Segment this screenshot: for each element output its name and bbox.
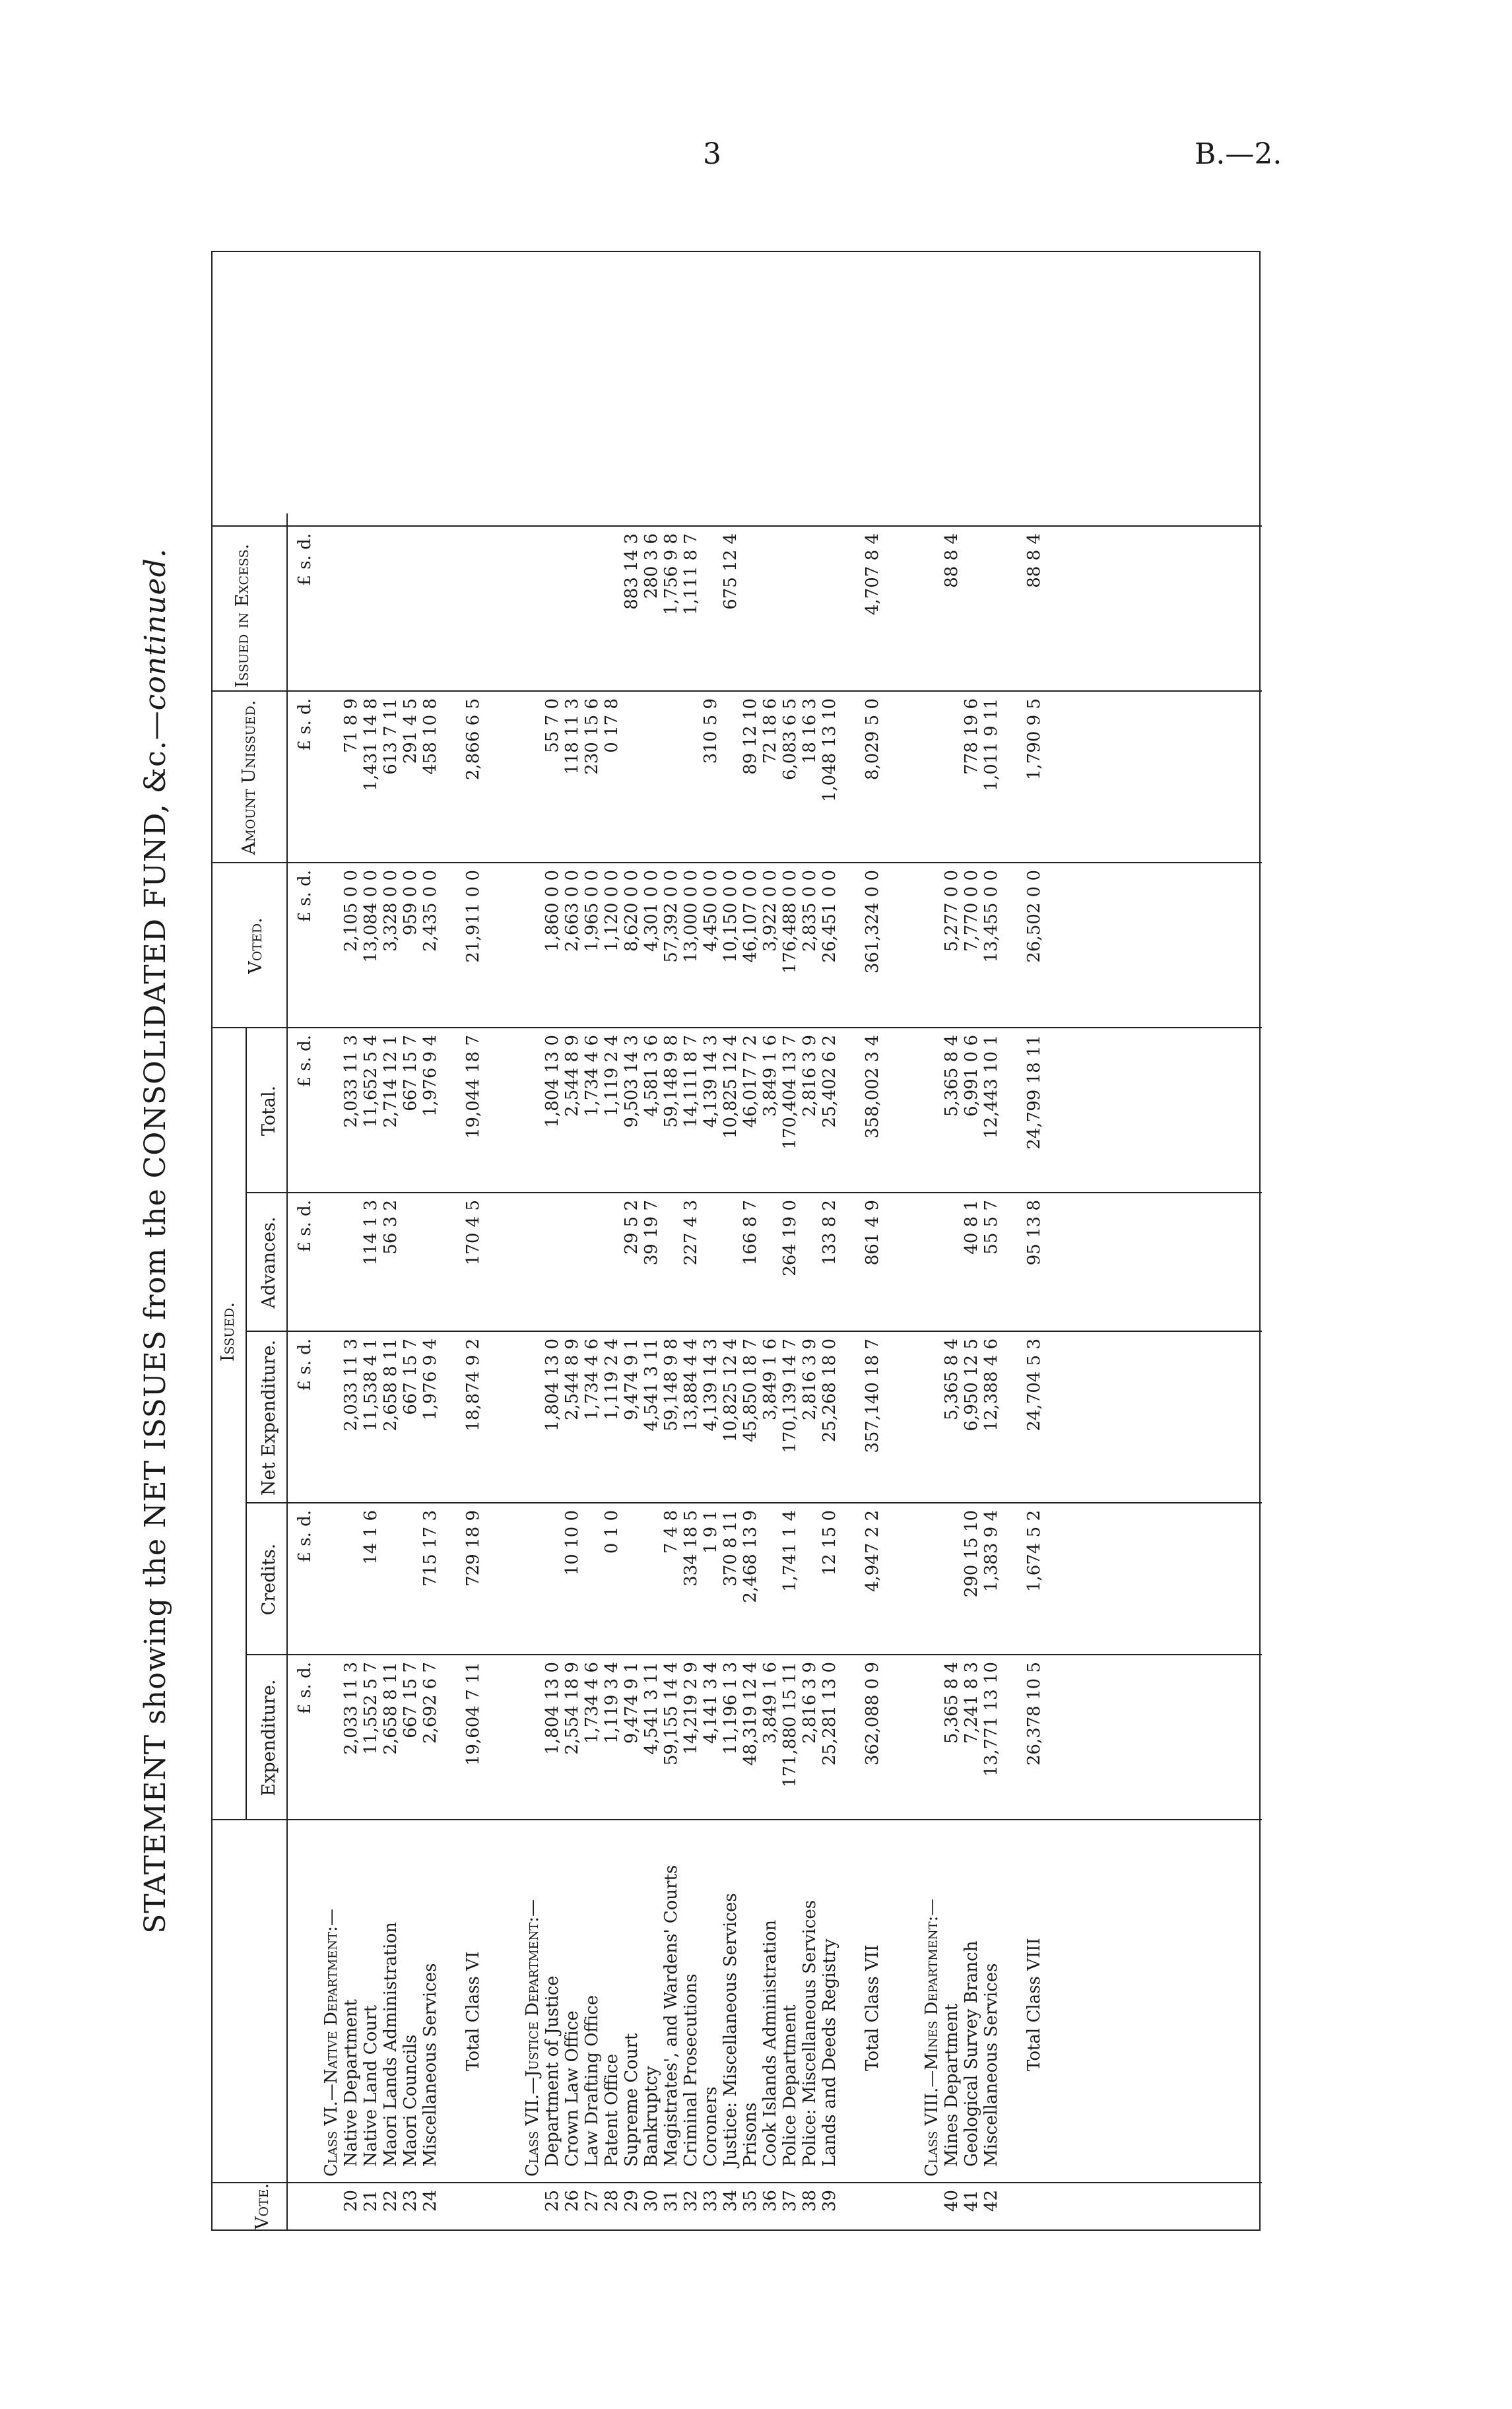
amount-cred: 2,468 13 9 bbox=[740, 1510, 760, 1603]
amount-tot: 2,816 3 9 bbox=[800, 1035, 820, 1117]
amount-voted: 13,000 0 0 bbox=[681, 870, 701, 963]
lsd-header: £ s. d. bbox=[295, 870, 315, 923]
total-excess: 4,707 8 4 bbox=[863, 533, 882, 616]
department-name: Native Land Court bbox=[361, 2005, 381, 2167]
amount-net: 11,538 4 1 bbox=[361, 1338, 381, 1432]
amount-exp: 2,033 11 3 bbox=[341, 1662, 361, 1755]
amount-excess: 280 3 6 bbox=[641, 533, 661, 599]
amount-unissued: 458 10 8 bbox=[420, 698, 440, 775]
department-name: Cook Islands Administration bbox=[760, 1920, 780, 2167]
vote-number: 35 bbox=[740, 2190, 760, 2212]
total-adv: 170 4 5 bbox=[463, 1200, 483, 1266]
header-vote: Vote. bbox=[252, 2183, 273, 2229]
amount-net: 1,119 2 4 bbox=[602, 1338, 622, 1421]
amount-exp: 25,281 13 0 bbox=[820, 1662, 839, 1766]
department-name: Law Drafting Office bbox=[582, 1995, 602, 2167]
amount-tot: 1,734 4 6 bbox=[582, 1035, 602, 1117]
amount-voted: 1,860 0 0 bbox=[542, 870, 562, 952]
department-name: Prisons bbox=[740, 2102, 760, 2167]
amount-unissued: 310 5 9 bbox=[701, 698, 721, 764]
total-cred: 4,947 2 2 bbox=[863, 1510, 882, 1593]
amount-exp: 2,692 6 7 bbox=[420, 1662, 440, 1744]
amount-voted: 8,620 0 0 bbox=[622, 870, 641, 952]
total-unissued: 8,029 5 0 bbox=[863, 698, 882, 781]
department-name: Supreme Court bbox=[622, 2033, 641, 2167]
title-text: STATEMENT showing the NET ISSUES from the CONSOLIDATED FUND, &c.— bbox=[139, 710, 172, 1934]
amount-cred: 290 15 10 bbox=[962, 1510, 981, 1598]
department-name: Lands and Deeds Registry bbox=[820, 1938, 839, 2167]
total-unissued: 1,790 9 5 bbox=[1024, 698, 1044, 781]
amount-excess: 1,756 9 8 bbox=[661, 533, 681, 616]
amount-adv: 55 5 7 bbox=[981, 1200, 1001, 1255]
vote-number: 32 bbox=[681, 2190, 701, 2212]
amount-cred: 1,741 1 4 bbox=[780, 1510, 800, 1593]
total-cred: 729 18 9 bbox=[463, 1510, 483, 1587]
amount-tot: 170,404 13 7 bbox=[780, 1035, 800, 1150]
class-total-label: Total Class VII bbox=[863, 1944, 882, 2071]
amount-exp: 48,319 12 4 bbox=[740, 1662, 760, 1766]
vote-number: 36 bbox=[760, 2190, 780, 2212]
header-credits: Credits. bbox=[259, 1543, 279, 1616]
department-name: Criminal Prosecutions bbox=[681, 1973, 701, 2167]
amount-voted: 57,392 0 0 bbox=[661, 870, 681, 963]
amount-exp: 2,554 18 9 bbox=[562, 1662, 582, 1755]
department-name: Maori Councils bbox=[401, 2034, 420, 2167]
amount-net: 1,804 13 0 bbox=[542, 1338, 562, 1432]
amount-voted: 5,277 0 0 bbox=[942, 870, 962, 952]
amount-unissued: 55 7 0 bbox=[542, 698, 562, 753]
lsd-header: £ s. d. bbox=[295, 533, 315, 586]
amount-exp: 11,196 1 3 bbox=[721, 1662, 740, 1755]
amount-tot: 6,991 0 6 bbox=[962, 1035, 981, 1117]
amount-voted: 26,451 0 0 bbox=[820, 870, 839, 963]
amount-net: 4,139 14 3 bbox=[701, 1338, 721, 1432]
amount-unissued: 71 8 9 bbox=[341, 698, 361, 753]
amount-exp: 2,816 3 9 bbox=[800, 1662, 820, 1744]
amount-exp: 14,219 2 9 bbox=[681, 1662, 701, 1755]
amount-cred: 7 4 8 bbox=[661, 1510, 681, 1554]
amount-net: 2,544 8 9 bbox=[562, 1338, 582, 1421]
amount-net: 5,365 8 4 bbox=[942, 1338, 962, 1421]
amount-cred: 1 9 1 bbox=[701, 1510, 721, 1554]
vote-number: 30 bbox=[641, 2190, 661, 2212]
total-adv: 861 4 9 bbox=[863, 1200, 882, 1266]
class-total-label: Total Class VIII bbox=[1024, 1938, 1044, 2071]
amount-tot: 1,976 9 4 bbox=[420, 1035, 440, 1117]
amount-voted: 10,150 0 0 bbox=[721, 870, 740, 963]
amount-exp: 1,734 4 6 bbox=[582, 1662, 602, 1744]
amount-adv: 264 19 0 bbox=[780, 1200, 800, 1276]
total-voted: 26,502 0 0 bbox=[1024, 870, 1044, 963]
amount-voted: 7,770 0 0 bbox=[962, 870, 981, 952]
total-adv: 95 13 8 bbox=[1024, 1200, 1044, 1266]
amount-net: 170,139 14 7 bbox=[780, 1338, 800, 1453]
amount-voted: 2,435 0 0 bbox=[420, 870, 440, 952]
amount-net: 10,825 12 4 bbox=[721, 1338, 740, 1443]
amount-net: 59,148 9 8 bbox=[661, 1338, 681, 1432]
amount-excess: 1,111 8 7 bbox=[681, 533, 701, 616]
amount-net: 12,388 4 6 bbox=[981, 1338, 1001, 1432]
vote-number: 38 bbox=[800, 2190, 820, 2212]
statement-title bbox=[139, 251, 172, 2231]
amount-tot: 46,017 7 2 bbox=[740, 1035, 760, 1128]
vote-number: 29 bbox=[622, 2190, 641, 2212]
amount-exp: 667 15 7 bbox=[401, 1662, 420, 1738]
department-name: Native Department bbox=[341, 1999, 361, 2167]
amount-net: 1,734 4 6 bbox=[582, 1338, 602, 1421]
amount-cred: 14 1 6 bbox=[361, 1510, 381, 1565]
amount-net: 2,816 3 9 bbox=[800, 1338, 820, 1421]
department-name: Mines Department bbox=[942, 2003, 962, 2167]
header-issued: Issued. bbox=[218, 1302, 238, 1362]
amount-cred: 0 1 0 bbox=[602, 1510, 622, 1554]
total-tot: 358,002 3 4 bbox=[863, 1035, 882, 1139]
vote-number: 20 bbox=[341, 2190, 361, 2212]
amount-unissued: 6,083 6 5 bbox=[780, 698, 800, 781]
amount-tot: 10,825 12 4 bbox=[721, 1035, 740, 1139]
amount-exp: 5,365 8 4 bbox=[942, 1662, 962, 1744]
vote-number: 41 bbox=[962, 2190, 981, 2212]
department-name: Magistrates', and Wardens' Courts bbox=[661, 1864, 681, 2167]
department-name: Coroners bbox=[701, 2086, 721, 2167]
amount-unissued: 613 7 11 bbox=[381, 698, 401, 775]
amount-tot: 14,111 8 7 bbox=[681, 1035, 701, 1128]
amount-tot: 2,714 12 1 bbox=[381, 1035, 401, 1128]
amount-exp: 9,474 9 1 bbox=[622, 1662, 641, 1744]
amount-unissued: 230 15 6 bbox=[582, 698, 602, 775]
amount-voted: 3,328 0 0 bbox=[381, 870, 401, 952]
amount-net: 45,850 18 7 bbox=[740, 1338, 760, 1443]
lsd-header: £ s. d. bbox=[295, 1338, 315, 1391]
department-name: Maori Lands Administration bbox=[381, 1922, 401, 2167]
total-net: 24,704 5 3 bbox=[1024, 1338, 1044, 1432]
vote-number: 23 bbox=[401, 2190, 420, 2212]
vote-number: 33 bbox=[701, 2190, 721, 2212]
amount-voted: 4,450 0 0 bbox=[701, 870, 721, 952]
class-heading: Class VIII.—Mines Department:— bbox=[922, 1898, 942, 2177]
amount-unissued: 118 11 3 bbox=[562, 698, 582, 775]
department-name: Bankruptcy bbox=[641, 2066, 661, 2167]
total-excess: 88 8 4 bbox=[1024, 533, 1044, 588]
net-issues-table bbox=[211, 251, 1261, 2231]
amount-net: 2,658 8 11 bbox=[381, 1338, 401, 1432]
amount-excess: 675 12 4 bbox=[721, 533, 740, 610]
department-name: Geological Survey Branch bbox=[962, 1940, 981, 2167]
amount-tot: 5,365 8 4 bbox=[942, 1035, 962, 1117]
amount-unissued: 89 12 10 bbox=[740, 698, 760, 775]
amount-net: 3,849 1 6 bbox=[760, 1338, 780, 1421]
lsd-header: £ s. d. bbox=[295, 698, 315, 751]
amount-voted: 2,835 0 0 bbox=[800, 870, 820, 952]
amount-cred: 370 8 11 bbox=[721, 1510, 740, 1587]
amount-adv: 39 19 7 bbox=[641, 1200, 661, 1266]
amount-tot: 2,544 8 9 bbox=[562, 1035, 582, 1117]
amount-voted: 13,084 0 0 bbox=[361, 870, 381, 963]
amount-net: 2,033 11 3 bbox=[341, 1338, 361, 1432]
amount-exp: 7,241 8 3 bbox=[962, 1662, 981, 1744]
amount-tot: 9,503 14 3 bbox=[622, 1035, 641, 1128]
class-heading: Class VII.—Justice Department:— bbox=[523, 1899, 542, 2177]
amount-voted: 959 0 0 bbox=[401, 870, 420, 936]
amount-voted: 1,120 0 0 bbox=[602, 870, 622, 952]
amount-exp: 1,804 13 0 bbox=[542, 1662, 562, 1755]
amount-unissued: 1,011 9 11 bbox=[981, 698, 1001, 791]
total-net: 357,140 18 7 bbox=[863, 1338, 882, 1453]
lsd-header: £ s. d. bbox=[295, 1510, 315, 1563]
amount-exp: 59,155 14 4 bbox=[661, 1662, 681, 1766]
document-reference: B.—2. bbox=[1195, 137, 1282, 171]
amount-voted: 13,455 0 0 bbox=[981, 870, 1001, 963]
rotated-statement-sheet bbox=[139, 251, 1261, 2231]
amount-unissued: 18 16 3 bbox=[800, 698, 820, 764]
amount-exp: 4,141 3 4 bbox=[701, 1662, 721, 1744]
vote-number: 27 bbox=[582, 2190, 602, 2212]
amount-net: 4,541 3 11 bbox=[641, 1338, 661, 1432]
amount-adv: 114 1 3 bbox=[361, 1200, 381, 1266]
amount-voted: 3,922 0 0 bbox=[760, 870, 780, 952]
amount-tot: 2,033 11 3 bbox=[341, 1035, 361, 1128]
amount-voted: 1,965 0 0 bbox=[582, 870, 602, 952]
total-voted: 361,324 0 0 bbox=[863, 870, 882, 974]
header-issued-in-excess: Issued in Excess. bbox=[232, 543, 253, 688]
amount-unissued: 291 4 5 bbox=[401, 698, 420, 764]
lsd-header: £ s. d. bbox=[295, 1035, 315, 1088]
lsd-header: £ s. d. bbox=[295, 1200, 315, 1253]
amount-exp: 13,771 13 10 bbox=[981, 1662, 1001, 1777]
amount-adv: 29 5 2 bbox=[622, 1200, 641, 1255]
amount-unissued: 778 19 6 bbox=[962, 698, 981, 775]
amount-exp: 4,541 3 11 bbox=[641, 1662, 661, 1755]
vote-number: 37 bbox=[780, 2190, 800, 2212]
amount-voted: 176,488 0 0 bbox=[780, 870, 800, 974]
department-name: Police Department bbox=[780, 2004, 800, 2167]
amount-tot: 12,443 10 1 bbox=[981, 1035, 1001, 1139]
header-expenditure: Expenditure. bbox=[259, 1679, 279, 1797]
amount-tot: 667 15 7 bbox=[401, 1035, 420, 1111]
amount-tot: 11,652 5 4 bbox=[361, 1035, 381, 1128]
amount-unissued: 72 18 6 bbox=[760, 698, 780, 764]
amount-net: 13,884 4 4 bbox=[681, 1338, 701, 1432]
header-advances: Advances. bbox=[259, 1216, 279, 1309]
amount-tot: 4,581 3 6 bbox=[641, 1035, 661, 1117]
amount-exp: 1,119 3 4 bbox=[602, 1662, 622, 1744]
amount-unissued: 1,048 13 10 bbox=[820, 698, 839, 803]
amount-adv: 133 8 2 bbox=[820, 1200, 839, 1266]
amount-tot: 1,804 13 0 bbox=[542, 1035, 562, 1128]
total-voted: 21,911 0 0 bbox=[463, 870, 483, 963]
vote-number: 26 bbox=[562, 2190, 582, 2212]
header-total: Total. bbox=[259, 1085, 279, 1137]
amount-cred: 1,383 9 4 bbox=[981, 1510, 1001, 1593]
amount-tot: 3,849 1 6 bbox=[760, 1035, 780, 1117]
amount-adv: 227 4 3 bbox=[681, 1200, 701, 1266]
department-name: Miscellaneous Services bbox=[420, 1963, 440, 2167]
vote-number: 25 bbox=[542, 2190, 562, 2212]
department-name: Police: Miscellaneous Services bbox=[800, 1899, 820, 2167]
department-name: Department of Justice bbox=[542, 1975, 562, 2167]
header-voted: Voted. bbox=[246, 917, 266, 974]
amount-net: 1,976 9 4 bbox=[420, 1338, 440, 1421]
department-name: Patent Office bbox=[602, 2053, 622, 2167]
amount-exp: 2,658 8 11 bbox=[381, 1662, 401, 1755]
vote-number: 31 bbox=[661, 2190, 681, 2212]
vote-number: 24 bbox=[420, 2190, 440, 2212]
class-heading: Class VI.—Native Department:— bbox=[321, 1909, 341, 2177]
vote-number: 40 bbox=[942, 2190, 962, 2212]
lsd-header: £ s. d. bbox=[295, 1662, 315, 1715]
department-name: Justice: Miscellaneous Services bbox=[721, 1893, 740, 2167]
total-exp: 362,088 0 9 bbox=[863, 1662, 882, 1766]
amount-excess: 883 14 3 bbox=[622, 533, 641, 610]
amount-voted: 4,301 0 0 bbox=[641, 870, 661, 952]
total-unissued: 2,866 6 5 bbox=[463, 698, 483, 781]
total-exp: 26,378 10 5 bbox=[1024, 1662, 1044, 1766]
amount-cred: 334 18 5 bbox=[681, 1510, 701, 1587]
amount-tot: 25,402 6 2 bbox=[820, 1035, 839, 1128]
amount-net: 25,268 18 0 bbox=[820, 1338, 839, 1443]
vote-number: 28 bbox=[602, 2190, 622, 2212]
total-tot: 24,799 18 11 bbox=[1024, 1035, 1044, 1150]
header-net-expenditure: Net Expenditure. bbox=[259, 1339, 279, 1496]
amount-tot: 59,148 9 8 bbox=[661, 1035, 681, 1128]
title-suffix: continued. bbox=[139, 548, 172, 711]
vote-number: 42 bbox=[981, 2190, 1001, 2212]
vote-number: 39 bbox=[820, 2190, 839, 2212]
amount-tot: 1,119 2 4 bbox=[602, 1035, 622, 1117]
amount-tot: 4,139 14 3 bbox=[701, 1035, 721, 1128]
page-number: 3 bbox=[703, 137, 721, 171]
amount-cred: 715 17 3 bbox=[420, 1510, 440, 1587]
amount-cred: 10 10 0 bbox=[562, 1510, 582, 1576]
header-amount-unissued: Amount Unissued. bbox=[239, 700, 259, 855]
amount-voted: 2,663 0 0 bbox=[562, 870, 582, 952]
class-total-label: Total Class VI bbox=[463, 1951, 483, 2071]
amount-net: 9,474 9 1 bbox=[622, 1338, 641, 1421]
total-exp: 19,604 7 11 bbox=[463, 1662, 483, 1766]
amount-voted: 2,105 0 0 bbox=[341, 870, 361, 952]
amount-cred: 12 15 0 bbox=[820, 1510, 839, 1576]
amount-adv: 166 8 7 bbox=[740, 1200, 760, 1266]
amount-net: 6,950 12 5 bbox=[962, 1338, 981, 1432]
amount-excess: 88 8 4 bbox=[942, 533, 962, 588]
total-tot: 19,044 18 7 bbox=[463, 1035, 483, 1139]
amount-exp: 3,849 1 6 bbox=[760, 1662, 780, 1744]
amount-adv: 56 3 2 bbox=[381, 1200, 401, 1255]
amount-exp: 171,880 15 11 bbox=[780, 1662, 800, 1788]
amount-adv: 40 8 1 bbox=[962, 1200, 981, 1255]
department-name: Crown Law Office bbox=[562, 2010, 582, 2167]
total-net: 18,874 9 2 bbox=[463, 1338, 483, 1432]
vote-number: 22 bbox=[381, 2190, 401, 2212]
amount-voted: 46,107 0 0 bbox=[740, 870, 760, 963]
amount-net: 667 15 7 bbox=[401, 1338, 420, 1415]
vote-number: 34 bbox=[721, 2190, 740, 2212]
total-cred: 1,674 5 2 bbox=[1024, 1510, 1044, 1593]
department-name: Miscellaneous Services bbox=[981, 1963, 1001, 2167]
amount-exp: 11,552 5 7 bbox=[361, 1662, 381, 1755]
vote-number: 21 bbox=[361, 2190, 381, 2212]
amount-unissued: 1,431 14 8 bbox=[361, 698, 381, 791]
amount-unissued: 0 17 8 bbox=[602, 698, 622, 753]
